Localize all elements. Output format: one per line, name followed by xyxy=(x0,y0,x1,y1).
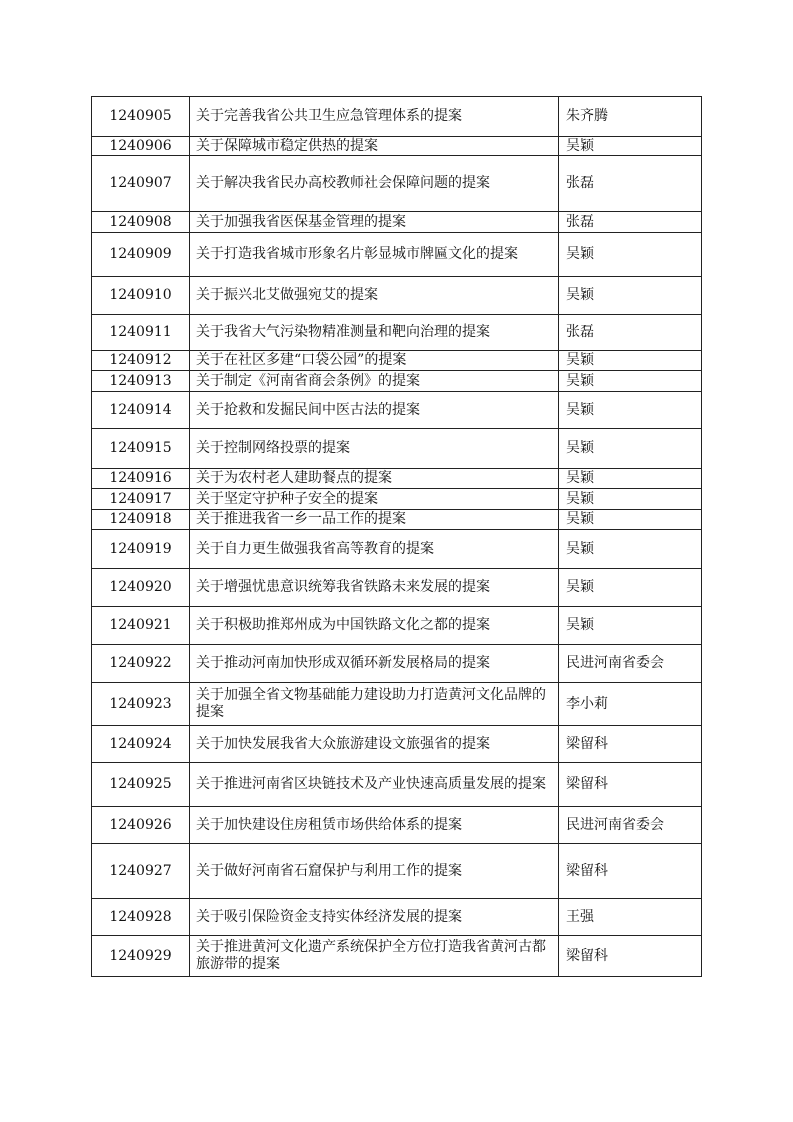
proposer-cell: 吴颖 xyxy=(559,371,702,392)
proposal-id-cell: 1240909 xyxy=(92,233,190,277)
table-row xyxy=(92,530,702,569)
proposer-cell: 吴颖 xyxy=(559,569,702,607)
proposal-title-cell: 关于加快建设住房租赁市场供给体系的提案 xyxy=(190,807,559,844)
proposer-cell: 梁留科 xyxy=(559,936,702,977)
table-row xyxy=(92,315,702,351)
table-row xyxy=(92,212,702,233)
proposal-id-cell: 1240905 xyxy=(92,97,190,137)
proposal-id-cell: 1240911 xyxy=(92,315,190,351)
proposal-id-cell: 1240914 xyxy=(92,392,190,429)
proposer-cell: 吴颖 xyxy=(559,469,702,489)
proposer-cell: 李小莉 xyxy=(559,683,702,726)
proposal-title-cell: 关于制定《河南省商会条例》的提案 xyxy=(190,371,559,392)
proposer-cell: 吴颖 xyxy=(559,351,702,371)
proposal-title-cell: 关于我省大气污染物精准测量和靶向治理的提案 xyxy=(190,315,559,351)
proposer-cell: 吴颖 xyxy=(559,392,702,429)
proposer-cell: 王强 xyxy=(559,899,702,936)
proposal-title-cell: 关于解决我省民办高校教师社会保障问题的提案 xyxy=(190,156,559,212)
table-row xyxy=(92,156,702,212)
proposal-title-cell: 关于做好河南省石窟保护与利用工作的提案 xyxy=(190,844,559,899)
proposal-title-cell: 关于打造我省城市形象名片彰显城市牌匾文化的提案 xyxy=(190,233,559,277)
proposal-id-cell: 1240924 xyxy=(92,726,190,763)
table-row xyxy=(92,392,702,429)
proposer-cell: 吴颖 xyxy=(559,510,702,530)
table-row xyxy=(92,277,702,315)
proposal-id-cell: 1240913 xyxy=(92,371,190,392)
proposal-id-cell: 1240921 xyxy=(92,607,190,645)
proposer-cell: 梁留科 xyxy=(559,726,702,763)
proposal-title-cell: 关于吸引保险资金支持实体经济发展的提案 xyxy=(190,899,559,936)
proposal-title-cell: 关于加强全省文物基础能力建设助力打造黄河文化品牌的提案 xyxy=(190,683,559,726)
proposal-id-cell: 1240929 xyxy=(92,936,190,977)
table-row xyxy=(92,807,702,844)
table-row xyxy=(92,233,702,277)
table-row xyxy=(92,683,702,726)
proposer-cell: 梁留科 xyxy=(559,763,702,807)
proposal-id-cell: 1240919 xyxy=(92,530,190,569)
proposer-cell: 吴颖 xyxy=(559,277,702,315)
table-row xyxy=(92,645,702,683)
table-row xyxy=(92,844,702,899)
proposer-cell: 吴颖 xyxy=(559,489,702,510)
proposal-title-cell: 关于积极助推郑州成为中国铁路文化之都的提案 xyxy=(190,607,559,645)
proposal-id-cell: 1240917 xyxy=(92,489,190,510)
proposal-id-cell: 1240918 xyxy=(92,510,190,530)
proposer-cell: 张磊 xyxy=(559,212,702,233)
proposal-title-cell: 关于推进我省一乡一品工作的提案 xyxy=(190,510,559,530)
proposal-title-cell: 关于振兴北艾做强宛艾的提案 xyxy=(190,277,559,315)
proposal-id-cell: 1240922 xyxy=(92,645,190,683)
proposal-title-cell: 关于加快发展我省大众旅游建设文旅强省的提案 xyxy=(190,726,559,763)
table-row xyxy=(92,371,702,392)
proposal-title-cell: 关于推进黄河文化遗产系统保护全方位打造我省黄河古都旅游带的提案 xyxy=(190,936,559,977)
proposal-title-cell: 关于推动河南加快形成双循环新发展格局的提案 xyxy=(190,645,559,683)
table-row xyxy=(92,607,702,645)
proposer-cell: 张磊 xyxy=(559,315,702,351)
proposer-cell: 吴颖 xyxy=(559,429,702,469)
table-row xyxy=(92,137,702,156)
proposal-id-cell: 1240923 xyxy=(92,683,190,726)
proposer-cell: 民进河南省委会 xyxy=(559,645,702,683)
proposal-title-cell: 关于自力更生做强我省高等教育的提案 xyxy=(190,530,559,569)
table-row xyxy=(92,489,702,510)
proposal-id-cell: 1240926 xyxy=(92,807,190,844)
proposal-id-cell: 1240907 xyxy=(92,156,190,212)
proposal-title-cell: 关于增强忧患意识统筹我省铁路未来发展的提案 xyxy=(190,569,559,607)
proposal-title-cell: 关于保障城市稳定供热的提案 xyxy=(190,137,559,156)
table-row xyxy=(92,97,702,137)
proposal-id-cell: 1240927 xyxy=(92,844,190,899)
proposal-title-cell: 关于控制网络投票的提案 xyxy=(190,429,559,469)
proposer-cell: 吴颖 xyxy=(559,607,702,645)
proposal-id-cell: 1240928 xyxy=(92,899,190,936)
proposal-id-cell: 1240906 xyxy=(92,137,190,156)
table-body xyxy=(92,97,702,977)
proposer-cell: 民进河南省委会 xyxy=(559,807,702,844)
proposal-title-cell: 关于加强我省医保基金管理的提案 xyxy=(190,212,559,233)
table-row xyxy=(92,726,702,763)
proposal-id-cell: 1240915 xyxy=(92,429,190,469)
proposer-cell: 吴颖 xyxy=(559,137,702,156)
proposal-title-cell: 关于为农村老人建助餐点的提案 xyxy=(190,469,559,489)
table-row xyxy=(92,469,702,489)
proposal-id-cell: 1240912 xyxy=(92,351,190,371)
proposal-id-cell: 1240910 xyxy=(92,277,190,315)
proposal-id-cell: 1240925 xyxy=(92,763,190,807)
proposer-cell: 朱齐腾 xyxy=(559,97,702,137)
proposal-id-cell: 1240916 xyxy=(92,469,190,489)
proposal-table xyxy=(91,96,702,977)
table-row xyxy=(92,899,702,936)
proposer-cell: 吴颖 xyxy=(559,233,702,277)
table-row xyxy=(92,569,702,607)
proposal-title-cell: 关于坚定守护种子安全的提案 xyxy=(190,489,559,510)
table-row xyxy=(92,763,702,807)
proposal-id-cell: 1240908 xyxy=(92,212,190,233)
table-row xyxy=(92,936,702,977)
proposer-cell: 吴颖 xyxy=(559,530,702,569)
table-row xyxy=(92,429,702,469)
proposal-title-cell: 关于抢救和发掘民间中医古法的提案 xyxy=(190,392,559,429)
table-row xyxy=(92,510,702,530)
proposal-id-cell: 1240920 xyxy=(92,569,190,607)
proposer-cell: 张磊 xyxy=(559,156,702,212)
table-row xyxy=(92,351,702,371)
proposal-title-cell: 关于完善我省公共卫生应急管理体系的提案 xyxy=(190,97,559,137)
proposal-title-cell: 关于推进河南省区块链技术及产业快速高质量发展的提案 xyxy=(190,763,559,807)
proposal-title-cell: 关于在社区多建“口袋公园”的提案 xyxy=(190,351,559,371)
proposer-cell: 梁留科 xyxy=(559,844,702,899)
